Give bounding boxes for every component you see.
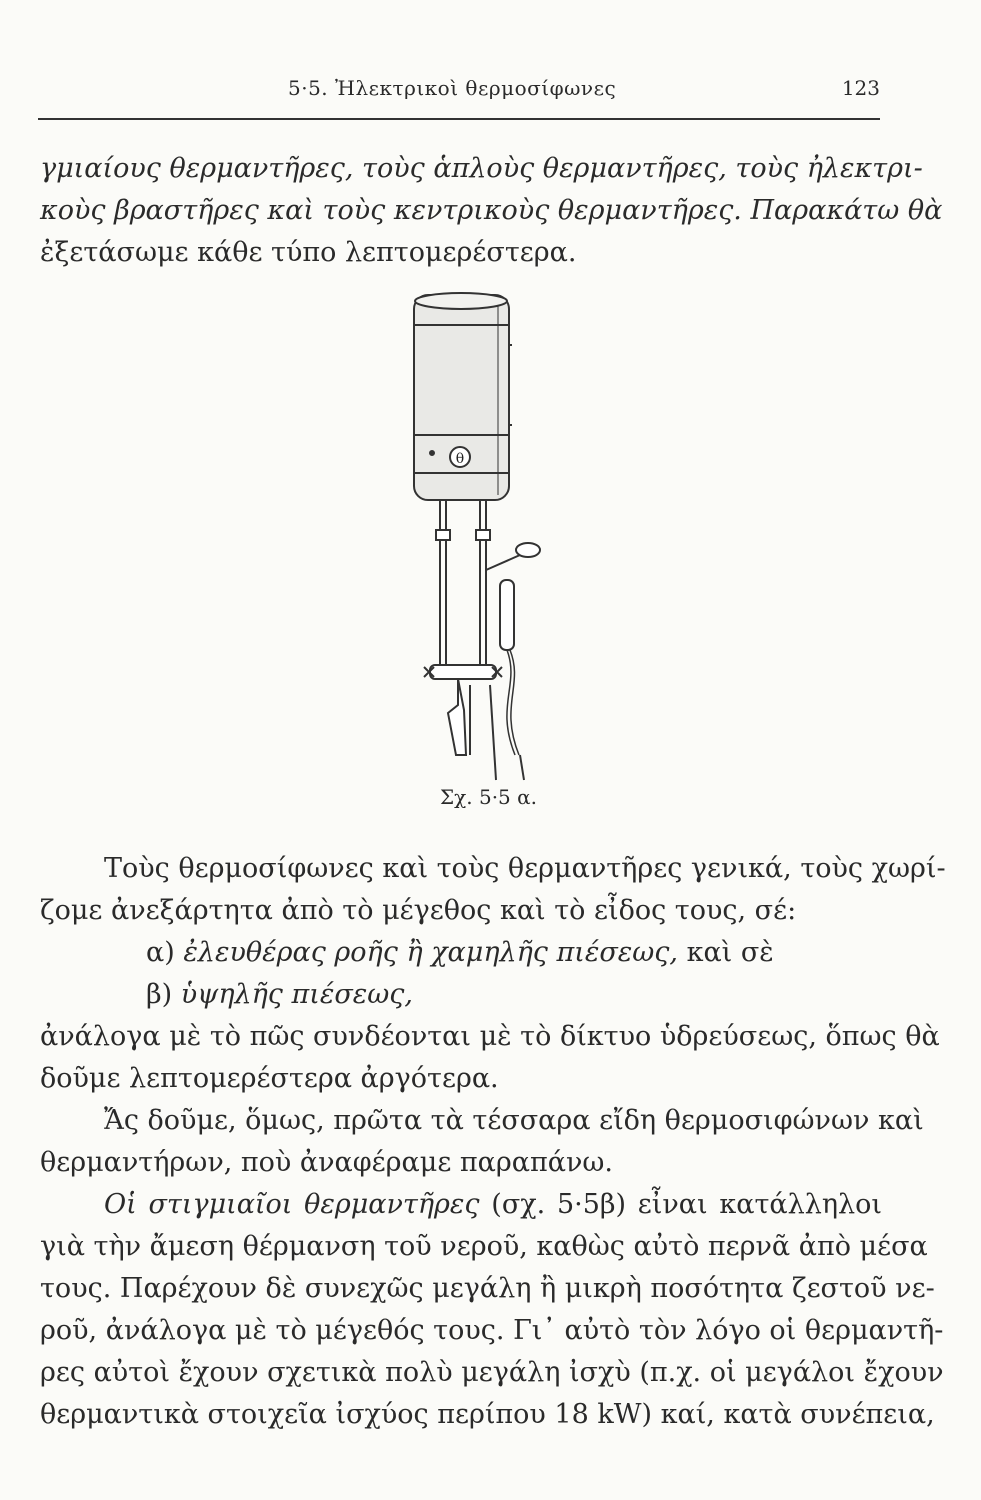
text-line: γιὰ τὴν ἄμεση θέρμανση τοῦ νεροῦ, καθὼς αὐτὸ περνᾶ ἀπὸ μέσα (40, 1231, 928, 1262)
text-line: κοὺς βραστῆρες καὶ τοὺς κεντρικοὺς θερμαντῆρες. Παρακάτω θὰ (40, 195, 943, 226)
text-line: τους. Παρέχουν δὲ συνεχῶς μεγάλη ἢ μικρὴ ποσότητα ζεστοῦ νε- (40, 1273, 935, 1304)
list-item-b (40, 974, 882, 1016)
mixer-tap (430, 665, 496, 679)
text-line: ἀνάλογα μὲ τὸ πῶς συνδέονται μὲ τὸ δίκτυο ὑδρεύσεως, ὅπως θὰ (40, 1021, 940, 1052)
list-item-a (40, 932, 882, 974)
term-italic: Οἱ στιγμιαῖοι θερμαντῆρες (104, 1189, 480, 1220)
text-line: ἐξετάσωμε κάθε τύπο λεπτομερέστερα. (40, 237, 577, 268)
running-header (38, 72, 880, 102)
text-line (40, 1184, 882, 1226)
list-label: β) (146, 979, 173, 1010)
list-label: α) (146, 937, 175, 968)
list-text: ἐλευθέρας ροῆς ἢ χαμηλῆς πιέσεως, (183, 937, 678, 968)
text-line: Ἄς δοῦμε, ὅμως, πρῶτα τὰ τέσσαρα εἴδη θερμοσιφώνων καὶ (104, 1105, 924, 1136)
water-heater-illustration (400, 285, 580, 785)
list-text: ὑψηλῆς πιέσεως, (180, 979, 413, 1010)
body-text (40, 848, 946, 1436)
text-line: θερμαντικὰ στοιχεῖα ἰσχύος περίπου 18 kW) καί, κατὰ συνέπεια, (40, 1399, 935, 1430)
figure-caption: Σχ. 5·5 α. (440, 785, 538, 809)
text-line: ροῦ, ἀνάλογα μὲ τὸ μέγεθός τους. Γι᾽ αὐτὸ τὸν λόγο οἱ θερμαντῆ- (40, 1315, 944, 1346)
shower-head (516, 543, 540, 557)
thermostat-mark: θ (455, 451, 465, 467)
text-line: θερμαντήρων, ποὺ ἀναφέραμε παραπάνω. (40, 1147, 613, 1178)
text-line: ρες αὐτοὶ ἔχουν σχετικὰ πολὺ μεγάλη ἰσχὺ (π.χ. οἱ μεγάλοι ἔχουν (40, 1357, 944, 1388)
text-line: γμιαίους θερμαντῆρες, τοὺς ἁπλοὺς θερμαντῆρες, τοὺς ἠλεκτρι- (40, 153, 923, 184)
intro-paragraph (40, 148, 943, 274)
text-line: ζομε ἀνεξάρτητα ἀπὸ τὸ μέγεθος καὶ τὸ εἶδος τους, σέ: (40, 895, 797, 926)
list-tail: καὶ σὲ (686, 937, 774, 968)
text-run: (σχ. 5·5β) εἶναι κατάλληλοι (491, 1189, 882, 1220)
header-rule (38, 118, 880, 120)
section-title: 5·5. Ἠλεκτρικοὶ θερμοσίφωνες (288, 76, 617, 100)
text-line: δοῦμε λεπτομερέστερα ἀργότερα. (40, 1063, 499, 1094)
text-line: Τοὺς θερμοσίφωνες καὶ τοὺς θερμαντῆρες γενικά, τοὺς χωρί- (104, 853, 946, 884)
page-number: 123 (841, 76, 880, 100)
